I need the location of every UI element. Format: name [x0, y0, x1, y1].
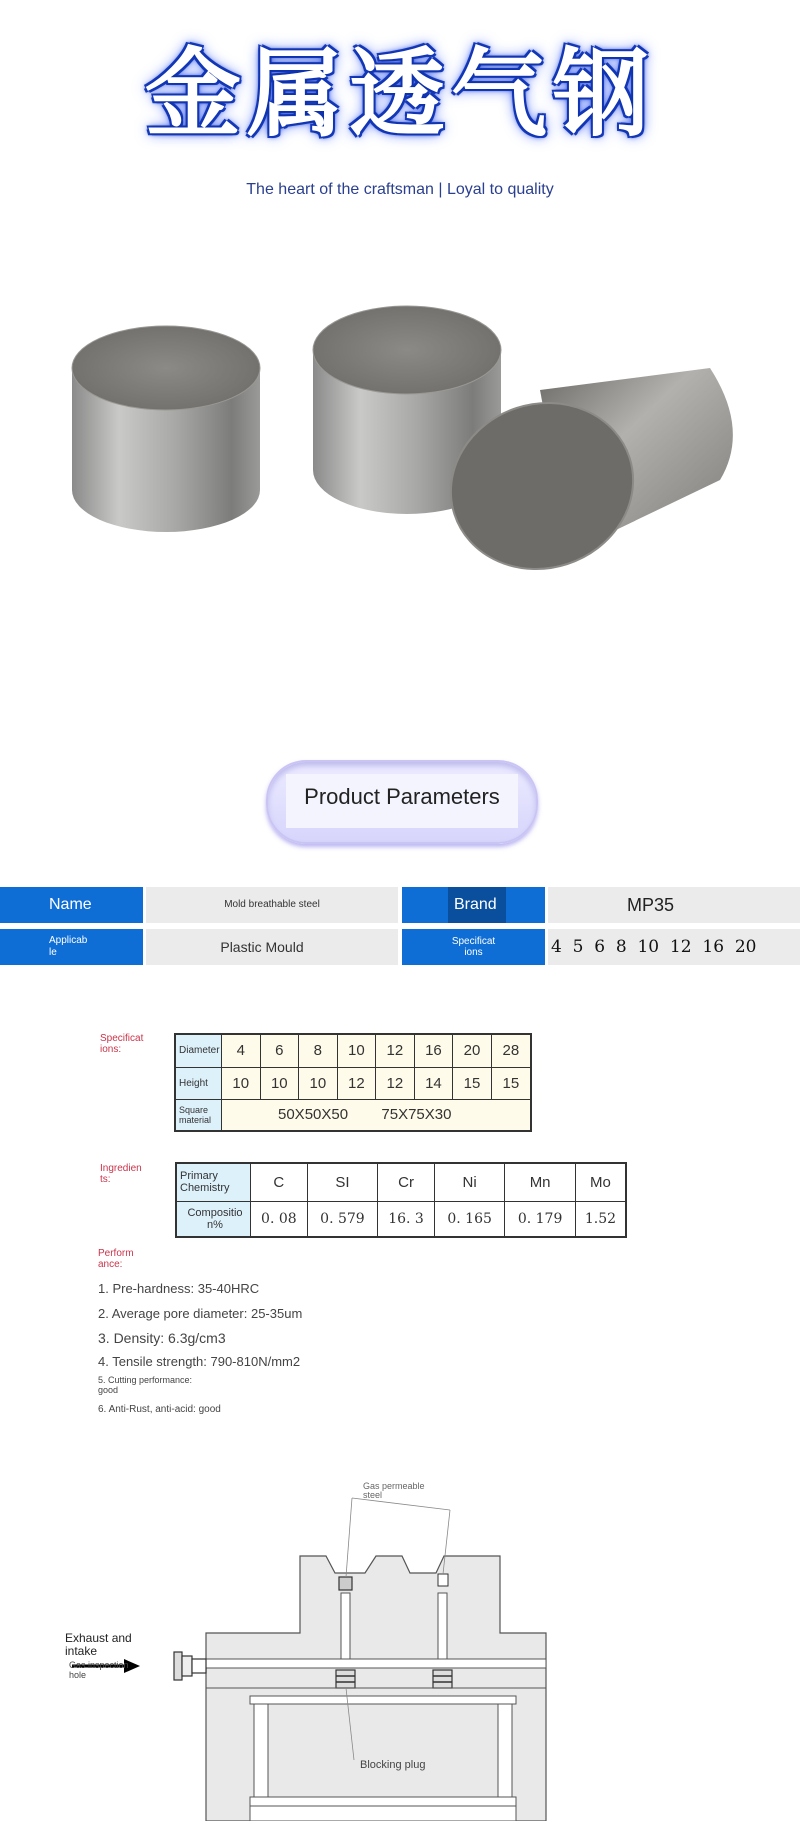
elements-row: [176, 1163, 626, 1201]
ingredients-label-1: Ingredien: [100, 1163, 142, 1174]
performance-label-2: ance:: [98, 1259, 123, 1270]
performance-item: 3. Density: 6.3g/cm3: [98, 1330, 226, 1346]
product-parameters-heading: [266, 760, 538, 844]
brand-value: MP35: [626, 895, 675, 915]
element-cell: Cr: [378, 1163, 435, 1201]
diameter-cell: 4: [222, 1034, 261, 1067]
primary-chemistry-header: [176, 1163, 251, 1201]
exhaust-label-1: Exhaust and: [65, 1631, 132, 1645]
product-parameters-label: Product Parameters: [304, 784, 500, 809]
specifications-label-1: Specificat: [100, 1033, 144, 1044]
tagline: The heart of the craftsman | Loyal to quality: [246, 181, 554, 198]
element-cell: C: [251, 1163, 308, 1201]
performance-item: 5. Cutting performance:: [98, 1375, 193, 1385]
square-material-row: [175, 1099, 531, 1131]
specifications-label-line2: ions: [464, 947, 483, 958]
performance-item: good: [98, 1385, 119, 1395]
composition-header: [176, 1201, 251, 1237]
diameter-cell: 16: [414, 1034, 453, 1067]
name-value: Mold breathable steel: [224, 899, 320, 910]
blocking-plug-label: Blocking plug: [360, 1759, 426, 1771]
product-photo: [60, 290, 750, 660]
primary-label-1: Primary: [180, 1170, 218, 1183]
height-cell: 12: [337, 1067, 376, 1099]
composition-cell: 16. 3: [378, 1201, 435, 1237]
brand-value-cell: [548, 887, 800, 923]
specifications-table: [174, 1033, 532, 1132]
performance-item: 1. Pre-hardness: 35-40HRC: [98, 1281, 260, 1296]
applicable-label-line2: le: [49, 947, 57, 958]
diameter-cell: 10: [337, 1034, 376, 1067]
applicable-value: Plastic Mould: [220, 939, 304, 955]
exhaust-label: [65, 1632, 132, 1658]
gas-steel-label-2: steel: [363, 1490, 383, 1500]
composition-cell: 1.52: [575, 1201, 626, 1237]
composition-row: [176, 1201, 626, 1237]
exhaust-label-2: intake: [65, 1644, 98, 1658]
inspection-hole-label: [69, 1660, 129, 1680]
diameter-cell: 20: [453, 1034, 492, 1067]
diameter-cell: 8: [299, 1034, 338, 1067]
page-title: 金属透气钢: [145, 37, 655, 150]
performance-section-label: [98, 1248, 134, 1270]
gas-permeable-steel-label: [363, 1482, 425, 1500]
performance-item: 4. Tensile strength: 790-810N/mm2: [98, 1354, 301, 1369]
square-label-1: Square: [179, 1104, 209, 1115]
specifications-label-cell: [402, 929, 545, 965]
specifications-section-label: [100, 1033, 143, 1055]
composition-label-2: n%: [207, 1218, 223, 1231]
primary-label-2: Chemistry: [180, 1182, 230, 1195]
name-value-cell: [146, 887, 398, 923]
brand-label: Brand: [454, 896, 497, 913]
element-cell: Mn: [505, 1163, 575, 1201]
performance-item: 6. Anti-Rust, anti-acid: good: [98, 1404, 221, 1415]
performance-label-1: Perform: [98, 1248, 134, 1259]
composition-cell: 0. 08: [251, 1201, 308, 1237]
height-cell: 10: [222, 1067, 261, 1099]
height-cell: 12: [376, 1067, 415, 1099]
composition-cell: 0. 179: [505, 1201, 575, 1237]
diameter-cell: 12: [376, 1034, 415, 1067]
specifications-value-cell: [548, 929, 800, 965]
inspection-label-2: hole: [69, 1670, 87, 1680]
element-cell: SI: [307, 1163, 377, 1201]
diameter-row: [175, 1034, 531, 1067]
name-label: Name: [49, 896, 92, 913]
height-cell: 14: [414, 1067, 453, 1099]
element-cell: Ni: [434, 1163, 504, 1201]
applicable-value-cell: [146, 929, 398, 965]
composition-label-1: Compositio: [187, 1206, 243, 1219]
square-label-2: material: [179, 1114, 212, 1125]
specifications-label-2: ions:: [100, 1044, 122, 1055]
specifications-value: 4 5 6 8 10 12 16 20: [551, 937, 757, 957]
gas-steel-label-1: Gas permeable: [363, 1481, 425, 1491]
cylinder-left: [72, 326, 260, 532]
performance-item: 2. Average pore diameter: 25-35um: [98, 1306, 303, 1321]
diameter-header: Diameter: [175, 1034, 222, 1067]
height-cell: 15: [491, 1067, 531, 1099]
brand-label-cell: [402, 887, 545, 923]
specifications-label-line1: Specificat: [451, 936, 496, 947]
composition-cell: 0. 165: [434, 1201, 504, 1237]
mold-diagram: [60, 1470, 800, 1821]
name-label-cell: [0, 887, 143, 923]
composition-cell: 0. 579: [307, 1201, 377, 1237]
height-cell: 15: [453, 1067, 492, 1099]
diameter-cell: 28: [491, 1034, 531, 1067]
applicable-label-cell: [0, 929, 143, 965]
inspection-label-1: Gas inspection: [69, 1660, 129, 1670]
height-row: [175, 1067, 531, 1099]
height-cell: 10: [299, 1067, 338, 1099]
ingredients-table: [175, 1162, 627, 1238]
diameter-cell: 6: [260, 1034, 299, 1067]
square-material-values: 50X50X50 75X75X30: [222, 1099, 532, 1131]
ingredients-section-label: [100, 1163, 142, 1185]
applicable-label-line1: Applicab: [49, 935, 88, 946]
height-cell: 10: [260, 1067, 299, 1099]
ingredients-label-2: ts:: [100, 1174, 111, 1185]
square-material-header: [175, 1099, 222, 1131]
height-header: Height: [175, 1067, 222, 1099]
element-cell: Mo: [575, 1163, 626, 1201]
